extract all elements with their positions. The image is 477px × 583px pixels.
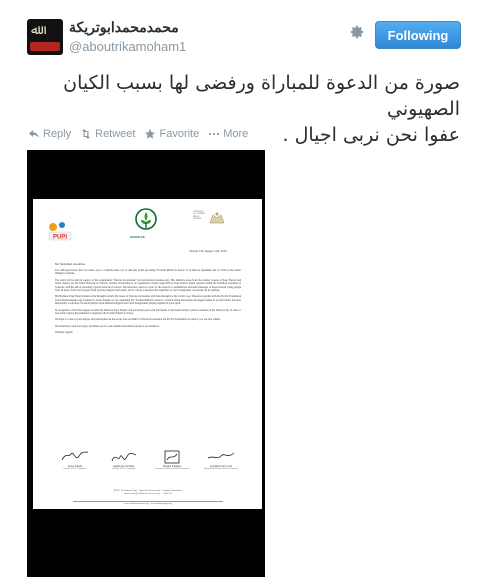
letter-rsvp	[93, 489, 203, 495]
letter-body	[55, 269, 241, 338]
pontifical-academy-label: PONTIFICIA ACCADEMIA DELLE SCIENZE	[193, 211, 206, 221]
reply-icon	[28, 128, 40, 140]
favorite-action[interactable]	[144, 128, 199, 140]
retweet-action[interactable]	[80, 128, 135, 140]
letter-date: Vatican City August 12th, 2014	[189, 249, 227, 253]
user-handle[interactable]: @aboutrikamoham1	[69, 39, 187, 54]
rsvp-contact: roberto.sarti@scholasoccurrentes.org – +3491233	[124, 492, 172, 496]
letter-paragraph: We hope to count on your support and participation in this event, and on behalf of Scholas Occurrentes and P.U.P.I. Foundation we send to you our best wishes.	[55, 318, 221, 322]
signatory-title: International Director Scholas Occurrentes	[203, 468, 239, 470]
signature-scribble	[205, 449, 237, 465]
signature-block	[55, 449, 95, 470]
pupi-logo-text: PUPI	[52, 234, 68, 241]
avatar-calligraphy: ﷲ	[31, 23, 39, 38]
scholas-logo	[135, 207, 157, 233]
tweet-text-line-2: عفوا نحن نربى اجيال .	[282, 124, 460, 146]
star-icon	[144, 128, 156, 140]
signatory-name: José María del Corral	[209, 465, 233, 468]
letter-salutation: Mr. Mohamed Aboutrika,	[55, 262, 86, 266]
signatory-name: Andrés De la Fuente	[112, 465, 135, 468]
letter-paragraph: The event will be held in support of the organization "Scholas Occurrentes" (www.scholasoccurrentes.org). This initiative arose from the express request of Pope Francis and Javier Zanetti, for the World Network of Schools. Scholas Occurrentes is an organization closely supported by Pope Francis which operates within the Pontifical Academy of Sciences, with the aim of operating a global network of schools. The network is used as a tool, for the schools to communicate and share messages of hope between young people from all parts of the world, people from varying religions and beliefs, and to convey a message that regardless of one's background, one dream can be realized.	[55, 278, 241, 293]
signature-block	[104, 449, 144, 470]
tweet-text-line-1: صورة من الدعوة للمباراة ورفضى لها بسبب الكيان الصهيوني	[63, 72, 460, 120]
signature-block	[201, 449, 241, 470]
letter-paragraph: In recognition of his firm support towards the initiative Pope Francis will personally greet each participant of the match during a private audience in the Vatican City, in order to personally express his gratitude for playing in the Football Match for Peace.	[55, 308, 241, 316]
signature-scribble	[59, 449, 91, 465]
signatory-title: International Director Scholas Occurrentes	[155, 468, 190, 470]
invitation-letter	[33, 199, 262, 509]
reply-action[interactable]	[28, 128, 71, 140]
retweet-label: Retweet	[95, 128, 136, 140]
more-dots-icon	[208, 128, 220, 140]
favorite-label: Favorite	[159, 128, 200, 140]
signatory-title: President P.U.P.I. Foundation	[111, 468, 136, 470]
signature-scribble	[156, 449, 188, 465]
letter-paragraph: We attentively await your reply, and thank you for your attention and interest given to our invitation.	[55, 324, 160, 328]
footer-divider	[73, 501, 223, 502]
signature-block	[152, 449, 192, 470]
signatory-name: Javier Zanetti	[67, 465, 83, 468]
avatar-red-banner	[30, 42, 60, 51]
avatar[interactable]	[27, 19, 63, 55]
display-name[interactable]: محمدمحمدابوتريكة	[69, 19, 179, 35]
letter-paragraph: His Holiness Pope Francis believes that through football, the values of Scholas Occurrentes will shine through for the world to see. Therefore together with the P.U.P.I. Foundation (www.fundacionpupi.org), founded by Javier Zanetti, we are organizing the "Football Match for Peace", a match which will feature the biggest names in world football, but most importantly a selection of football players from different religious and racial backgrounds playing together in good spirit.	[55, 295, 241, 306]
letter-footer-urls: www.scholasoccurrentes.org – www.fundacionpupi.org	[123, 503, 173, 505]
more-label: More	[223, 128, 249, 140]
following-button[interactable]: Following	[375, 21, 461, 49]
scholas-label: SCHOLAS	[130, 235, 145, 239]
gear-icon[interactable]	[349, 24, 365, 40]
letter-closing: Warmest regards,	[55, 331, 74, 335]
letter-paragraph: It is with great honor, that we contact you to cordially invite you to take part in the upcoming "Football Match for Peace" to be held on September the 1st 2014, in the Stadio Olimpico in Rome.	[55, 269, 241, 276]
signatures	[55, 449, 241, 470]
tweet-actions	[28, 128, 248, 140]
pupi-logo	[45, 219, 75, 243]
pontifical-seal	[206, 211, 228, 225]
more-action[interactable]	[208, 128, 248, 140]
signatory-title: Founder P.U.P.I. Foundation	[63, 468, 87, 470]
reply-label: Reply	[43, 128, 72, 140]
signatory-name: Enrique Palmeyro	[162, 465, 182, 468]
retweet-icon	[80, 128, 92, 140]
rsvp-line: RSVP: Sr. Roberto Sarti – Sport Event Secretary – Scholas Occurrentes	[113, 489, 183, 492]
signature-scribble	[108, 449, 140, 465]
